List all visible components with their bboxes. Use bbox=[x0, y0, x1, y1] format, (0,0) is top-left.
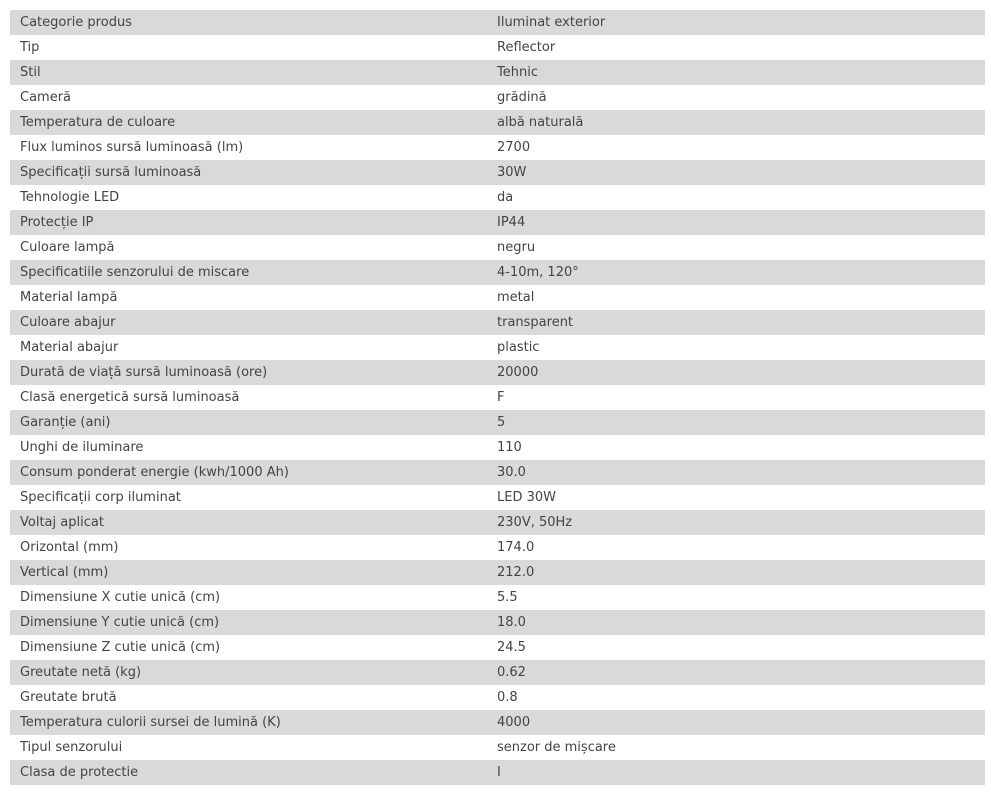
spec-value: IP44 bbox=[487, 210, 985, 235]
spec-row bbox=[10, 10, 985, 35]
spec-label: Consum ponderat energie (kwh/1000 Ah) bbox=[10, 460, 487, 485]
spec-value: 30W bbox=[487, 160, 985, 185]
spec-label: Tipul senzorului bbox=[10, 735, 487, 760]
spec-row bbox=[10, 185, 985, 210]
spec-value: albă naturală bbox=[487, 110, 985, 135]
spec-label: Tehnologie LED bbox=[10, 185, 487, 210]
spec-label: Cameră bbox=[10, 85, 487, 110]
spec-value: senzor de mișcare bbox=[487, 735, 985, 760]
spec-row bbox=[10, 410, 985, 435]
spec-label: Garanție (ani) bbox=[10, 410, 487, 435]
spec-table-body bbox=[10, 10, 985, 785]
spec-label: Dimensiune Y cutie unică (cm) bbox=[10, 610, 487, 635]
spec-row bbox=[10, 510, 985, 535]
spec-value: da bbox=[487, 185, 985, 210]
spec-label: Dimensiune Z cutie unică (cm) bbox=[10, 635, 487, 660]
spec-value: 5 bbox=[487, 410, 985, 435]
spec-row bbox=[10, 160, 985, 185]
spec-row bbox=[10, 535, 985, 560]
spec-value: metal bbox=[487, 285, 985, 310]
spec-label: Voltaj aplicat bbox=[10, 510, 487, 535]
spec-row bbox=[10, 210, 985, 235]
spec-label: Clasa de protectie bbox=[10, 760, 487, 785]
spec-value: 4000 bbox=[487, 710, 985, 735]
spec-row bbox=[10, 660, 985, 685]
spec-value: 230V, 50Hz bbox=[487, 510, 985, 535]
spec-label: Greutate brută bbox=[10, 685, 487, 710]
spec-row bbox=[10, 735, 985, 760]
spec-label: Vertical (mm) bbox=[10, 560, 487, 585]
spec-value: grădină bbox=[487, 85, 985, 110]
spec-label: Orizontal (mm) bbox=[10, 535, 487, 560]
spec-label: Tip bbox=[10, 35, 487, 60]
spec-row bbox=[10, 485, 985, 510]
spec-row bbox=[10, 435, 985, 460]
spec-value: 2700 bbox=[487, 135, 985, 160]
product-spec-table bbox=[10, 10, 985, 785]
spec-value: Reflector bbox=[487, 35, 985, 60]
spec-row bbox=[10, 635, 985, 660]
spec-row bbox=[10, 310, 985, 335]
spec-value: plastic bbox=[487, 335, 985, 360]
spec-label: Flux luminos sursă luminoasă (lm) bbox=[10, 135, 487, 160]
spec-row bbox=[10, 385, 985, 410]
spec-row bbox=[10, 610, 985, 635]
spec-label: Dimensiune X cutie unică (cm) bbox=[10, 585, 487, 610]
spec-value: I bbox=[487, 760, 985, 785]
spec-label: Temperatura culorii sursei de lumină (K) bbox=[10, 710, 487, 735]
spec-label: Specificații corp iluminat bbox=[10, 485, 487, 510]
spec-row bbox=[10, 60, 985, 85]
spec-value: 212.0 bbox=[487, 560, 985, 585]
spec-label: Material lampă bbox=[10, 285, 487, 310]
spec-row bbox=[10, 260, 985, 285]
spec-row bbox=[10, 585, 985, 610]
spec-label: Culoare lampă bbox=[10, 235, 487, 260]
spec-label: Specificatiile senzorului de miscare bbox=[10, 260, 487, 285]
spec-value: LED 30W bbox=[487, 485, 985, 510]
spec-label: Durată de viață sursă luminoasă (ore) bbox=[10, 360, 487, 385]
spec-row bbox=[10, 110, 985, 135]
spec-row bbox=[10, 135, 985, 160]
spec-row bbox=[10, 35, 985, 60]
spec-label: Unghi de iluminare bbox=[10, 435, 487, 460]
spec-value: transparent bbox=[487, 310, 985, 335]
spec-value: 18.0 bbox=[487, 610, 985, 635]
spec-row bbox=[10, 85, 985, 110]
spec-label: Specificații sursă luminoasă bbox=[10, 160, 487, 185]
spec-value: 174.0 bbox=[487, 535, 985, 560]
spec-label: Clasă energetică sursă luminoasă bbox=[10, 385, 487, 410]
spec-label: Greutate netă (kg) bbox=[10, 660, 487, 685]
spec-value: 4-10m, 120° bbox=[487, 260, 985, 285]
spec-label: Stil bbox=[10, 60, 487, 85]
spec-value: Tehnic bbox=[487, 60, 985, 85]
spec-row bbox=[10, 710, 985, 735]
spec-row bbox=[10, 460, 985, 485]
spec-label: Material abajur bbox=[10, 335, 487, 360]
spec-label: Categorie produs bbox=[10, 10, 487, 35]
spec-row bbox=[10, 335, 985, 360]
spec-value: negru bbox=[487, 235, 985, 260]
spec-row bbox=[10, 685, 985, 710]
spec-value: 24.5 bbox=[487, 635, 985, 660]
spec-row bbox=[10, 760, 985, 785]
spec-label: Temperatura de culoare bbox=[10, 110, 487, 135]
spec-label: Protecție IP bbox=[10, 210, 487, 235]
spec-row bbox=[10, 235, 985, 260]
spec-value: 0.62 bbox=[487, 660, 985, 685]
spec-value: 110 bbox=[487, 435, 985, 460]
spec-row bbox=[10, 285, 985, 310]
spec-value: Iluminat exterior bbox=[487, 10, 985, 35]
spec-row bbox=[10, 560, 985, 585]
spec-value: 0.8 bbox=[487, 685, 985, 710]
spec-value: 20000 bbox=[487, 360, 985, 385]
spec-value: 5.5 bbox=[487, 585, 985, 610]
spec-value: 30.0 bbox=[487, 460, 985, 485]
spec-label: Culoare abajur bbox=[10, 310, 487, 335]
spec-value: F bbox=[487, 385, 985, 410]
spec-row bbox=[10, 360, 985, 385]
